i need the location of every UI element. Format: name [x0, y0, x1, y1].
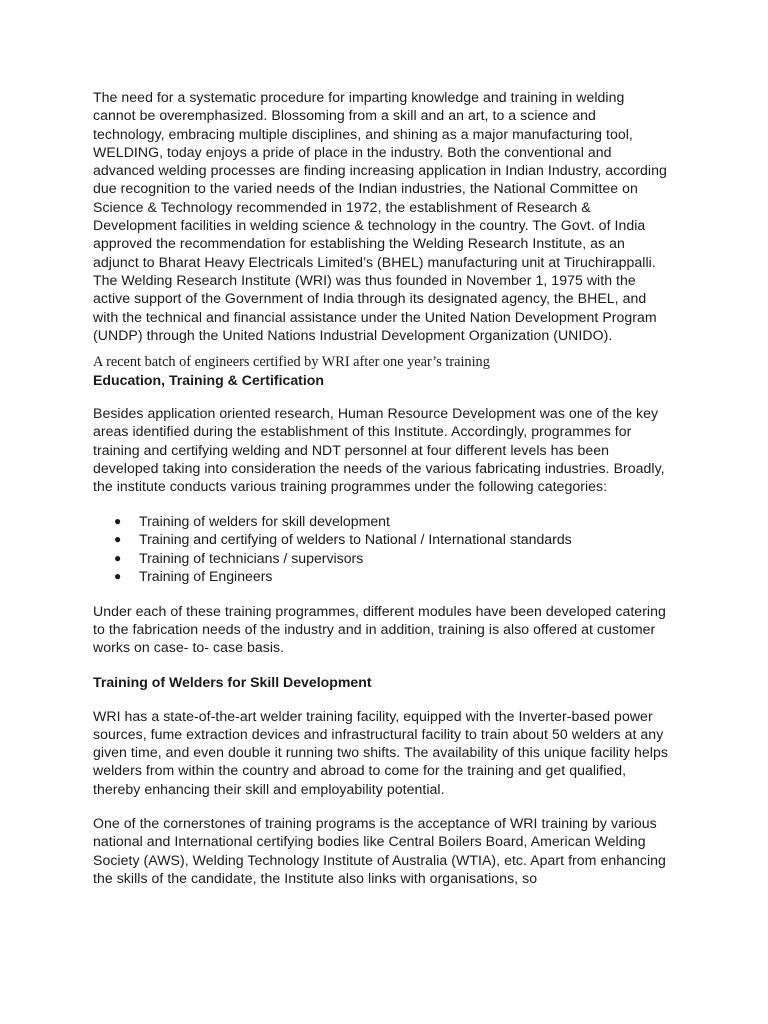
list-item — [93, 567, 668, 586]
besides-paragraph: Besides application oriented research, Human Resource Development was one of the key areas identified during the establishment of this Institute. Accordingly, programmes for training and certifying welding and NDT personnel at four different levels has been developed taking into consideration the needs of the various fabricating industries. Broadly, the institute conducts various training programmes under the following categories: — [93, 405, 665, 495]
list-item-text: Training of welders for skill development — [139, 512, 390, 529]
list-item-text: Training of Engineers — [139, 568, 273, 585]
list-item-text: Training of technicians / supervisors — [139, 549, 364, 566]
list-item — [93, 512, 668, 531]
image-caption: A recent batch of engineers certified by WRI after one year’s training — [93, 354, 490, 371]
bullet-icon: ● — [114, 532, 122, 547]
list-item — [93, 549, 668, 568]
list-item-text: Training and certifying of welders to National / International standards — [139, 531, 572, 548]
heading-training-of-welders: Training of Welders for Skill Development — [93, 673, 372, 690]
bullet-icon: ● — [114, 513, 122, 528]
list-item — [93, 530, 668, 549]
cornerstones-paragraph: One of the cornerstones of training programs is the acceptance of WRI training by various national and International certifying bodies like Central Boilers Board, American Welding Society (AWS), Welding Technology Institute of Australia (WTIA), etc. Apart from enhancing the skills of the candidate, the Institute also links with organisations, so — [93, 815, 666, 886]
bullet-icon: ● — [114, 550, 122, 565]
bullet-icon: ● — [114, 569, 122, 584]
training-categories-list — [93, 512, 668, 586]
under-paragraph: Under each of these training programmes, different modules have been developed catering to the fabrication needs of the industry and in addition, training is also offered at customer works on case- to- case basis. — [93, 602, 666, 656]
wri-facility-paragraph: WRI has a state-of-the-art welder training facility, equipped with the Inverter-based power sources, fume extraction devices and infrastructural facility to train about 50 welders at any given time, and even double it running two shifts. The availability of this unique facility helps welders from within the country and abroad to come for the training and get qualified, thereby enhancing their skill and employability potential. — [93, 707, 668, 797]
intro-paragraph: The need for a systematic procedure for imparting knowledge and training in welding cannot be overemphasized. Blossoming from a skill and an art, to a science and technology, embracing multiple disciplines, and shining as a major manufacturing tool, WELDING, today enjoys a pride of place in the industry. Both the conventional and advanced welding processes are finding increasing application in Indian Industry, according due recognition to the varied needs of the Indian industries, the National Committee on Science & Technology recommended in 1972, the establishment of Research & Development facilities in welding science & technology in the country. The Govt. of India approved the recommendation for establishing the Welding Research Institute, as an adjunct to Bharat Heavy Electricals Limited’s (BHEL) manufacturing unit at Tiruchirappalli. The Welding Research Institute (WRI) was thus founded in November 1, 1975 with the active support of the Government of India through its designated agency, the BHEL, and with the technical and financial assistance under the United Nation Development Program (UNDP) through the United Nations Industrial Development Organization (UNIDO). — [93, 89, 667, 343]
heading-education-training-certification: Education, Training & Certification — [93, 372, 324, 389]
